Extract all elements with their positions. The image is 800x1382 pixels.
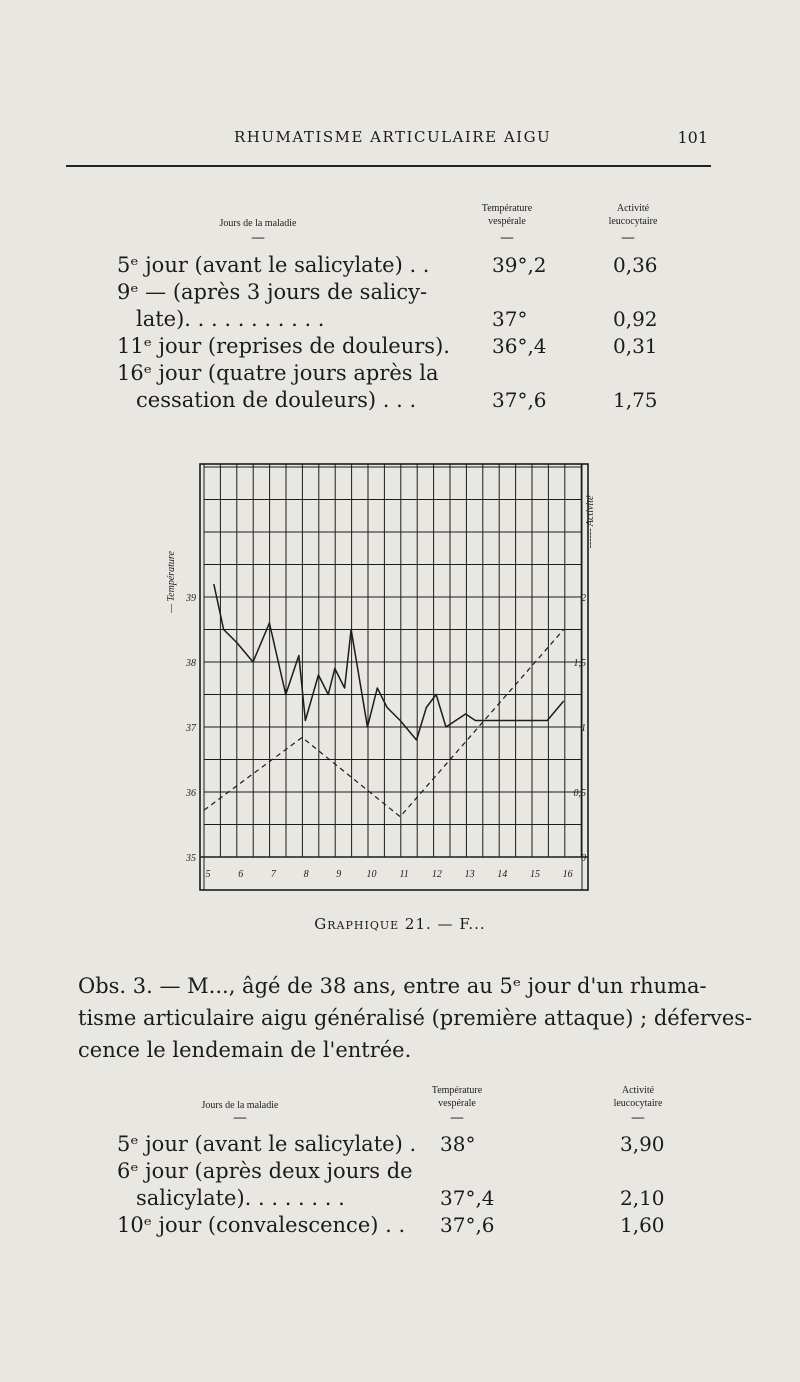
- header-rule: [66, 165, 711, 167]
- caption-rest: 21. — F...: [399, 915, 486, 933]
- table1-row-2-act: 0,92: [613, 307, 658, 331]
- table1-row-4-act: 1,75: [613, 388, 658, 412]
- table2-col-act-2: leucocytaire: [613, 1098, 663, 1109]
- x-tick-label: 14: [497, 869, 508, 880]
- x-tick-label: 5: [205, 869, 211, 880]
- table1-dash-act: —: [621, 230, 635, 246]
- x-tick-label: 7: [270, 869, 276, 880]
- x-tick-label: 11: [399, 869, 409, 880]
- table1-row-3-temp: 36°,4: [492, 334, 547, 358]
- right-tick-label: 0: [581, 853, 586, 864]
- table2-row-2-label-1: 6ᵉ jour (après deux jours de: [117, 1159, 413, 1183]
- table2-row-3-act: 1,60: [620, 1213, 665, 1237]
- table2-row-1-label: 5ᵉ jour (avant le salicylate) .: [117, 1132, 417, 1156]
- table1-row-2-label-1: 9ᵉ — (après 3 jours de salicy-: [117, 280, 428, 304]
- table2-row-3-temp: 37°,6: [440, 1213, 495, 1237]
- table1-col-act-1: Activité: [616, 203, 650, 214]
- table2-dash-temp: —: [450, 1110, 464, 1126]
- x-tick-label: 9: [336, 869, 342, 880]
- table2-row-3-label: 10ᵉ jour (convalescence) . .: [117, 1213, 406, 1237]
- table1-row-3-act: 0,31: [613, 334, 658, 358]
- table2-dash-days: —: [233, 1110, 247, 1126]
- left-tick-label: 38: [186, 658, 196, 669]
- table1-col-days: Jours de la maladie: [219, 218, 297, 229]
- right-tick-label: 2: [581, 593, 586, 604]
- table1-col-temp-2: vespérale: [488, 216, 526, 227]
- figure-caption: [0, 915, 800, 933]
- running-title: RHUMATISME ARTICULAIRE AIGU: [234, 128, 552, 146]
- table1-row-1-label: 5ᵉ jour (avant le salicylate) . .: [117, 253, 430, 277]
- table1-row-2-label-2: late). . . . . . . . . . .: [136, 307, 325, 331]
- left-tick-label: 39: [186, 593, 196, 604]
- x-tick-label: 16: [562, 869, 573, 880]
- left-axis-label: — Température: [166, 551, 177, 613]
- table1-row-4-label-2: cessation de douleurs) . . .: [136, 388, 417, 412]
- caption-prefix: Graphique: [314, 915, 400, 933]
- chart-frame: [200, 464, 588, 890]
- table2-row-2-act: 2,10: [620, 1186, 665, 1210]
- obs-line-2: tisme articulaire aigu généralisé (première attaque) ; déferves-: [78, 1006, 753, 1030]
- right-tick-label: 1: [581, 723, 586, 734]
- table1-row-1-act: 0,36: [613, 253, 658, 277]
- table1-row-2-temp: 37°: [492, 307, 528, 331]
- right-tick-label: 0,5: [573, 788, 586, 799]
- page-header: [66, 128, 708, 154]
- table1-col-act-2: leucocytaire: [608, 216, 658, 227]
- left-tick-label: 36: [186, 788, 196, 799]
- obs-line-1: Obs. 3. — M..., âgé de 38 ans, entre au 5ᵉ jour d'un rhuma-: [78, 974, 707, 998]
- table1-row-1-temp: 39°,2: [492, 253, 547, 277]
- table1-row-3-label: 11ᵉ jour (reprises de douleurs).: [117, 334, 450, 358]
- table2-dash-act: —: [631, 1110, 645, 1126]
- x-tick-label: 6: [238, 869, 244, 880]
- table2-row-1-temp: 38°: [440, 1132, 476, 1156]
- table1-col-temp-1: Température: [481, 203, 533, 214]
- left-tick-label: 35: [186, 853, 196, 864]
- table1-dash-days: —: [251, 230, 265, 246]
- table1-row-4-label-1: 16ᵉ jour (quatre jours après la: [117, 361, 439, 385]
- table2-row-1-act: 3,90: [620, 1132, 665, 1156]
- table2-col-days: Jours de la maladie: [201, 1100, 279, 1111]
- left-tick-label: 37: [186, 723, 196, 734]
- page-number: 101: [677, 128, 708, 147]
- table2-col-temp-2: vespérale: [438, 1098, 476, 1109]
- table2-col-temp-1: Température: [431, 1085, 483, 1096]
- table1-dash-temp: —: [500, 230, 514, 246]
- table2-row-2-temp: 37°,4: [440, 1186, 495, 1210]
- x-tick-label: 12: [431, 869, 442, 880]
- activity-series-line: [204, 630, 564, 817]
- right-tick-label: 1,5: [573, 658, 586, 669]
- x-tick-label: 13: [464, 869, 475, 880]
- table1-row-4-temp: 37°,6: [492, 388, 547, 412]
- x-tick-label: 8: [303, 869, 309, 880]
- x-tick-label: 15: [529, 869, 540, 880]
- x-tick-label: 10: [366, 869, 377, 880]
- temperature-activity-chart: [166, 462, 616, 894]
- table2-col-act-1: Activité: [621, 1085, 655, 1096]
- table2-row-2-label-2: salicylate). . . . . . . .: [136, 1186, 345, 1210]
- obs-line-3: cence le lendemain de l'entrée.: [78, 1038, 412, 1062]
- right-axis-label: ------ Activité: [585, 495, 596, 549]
